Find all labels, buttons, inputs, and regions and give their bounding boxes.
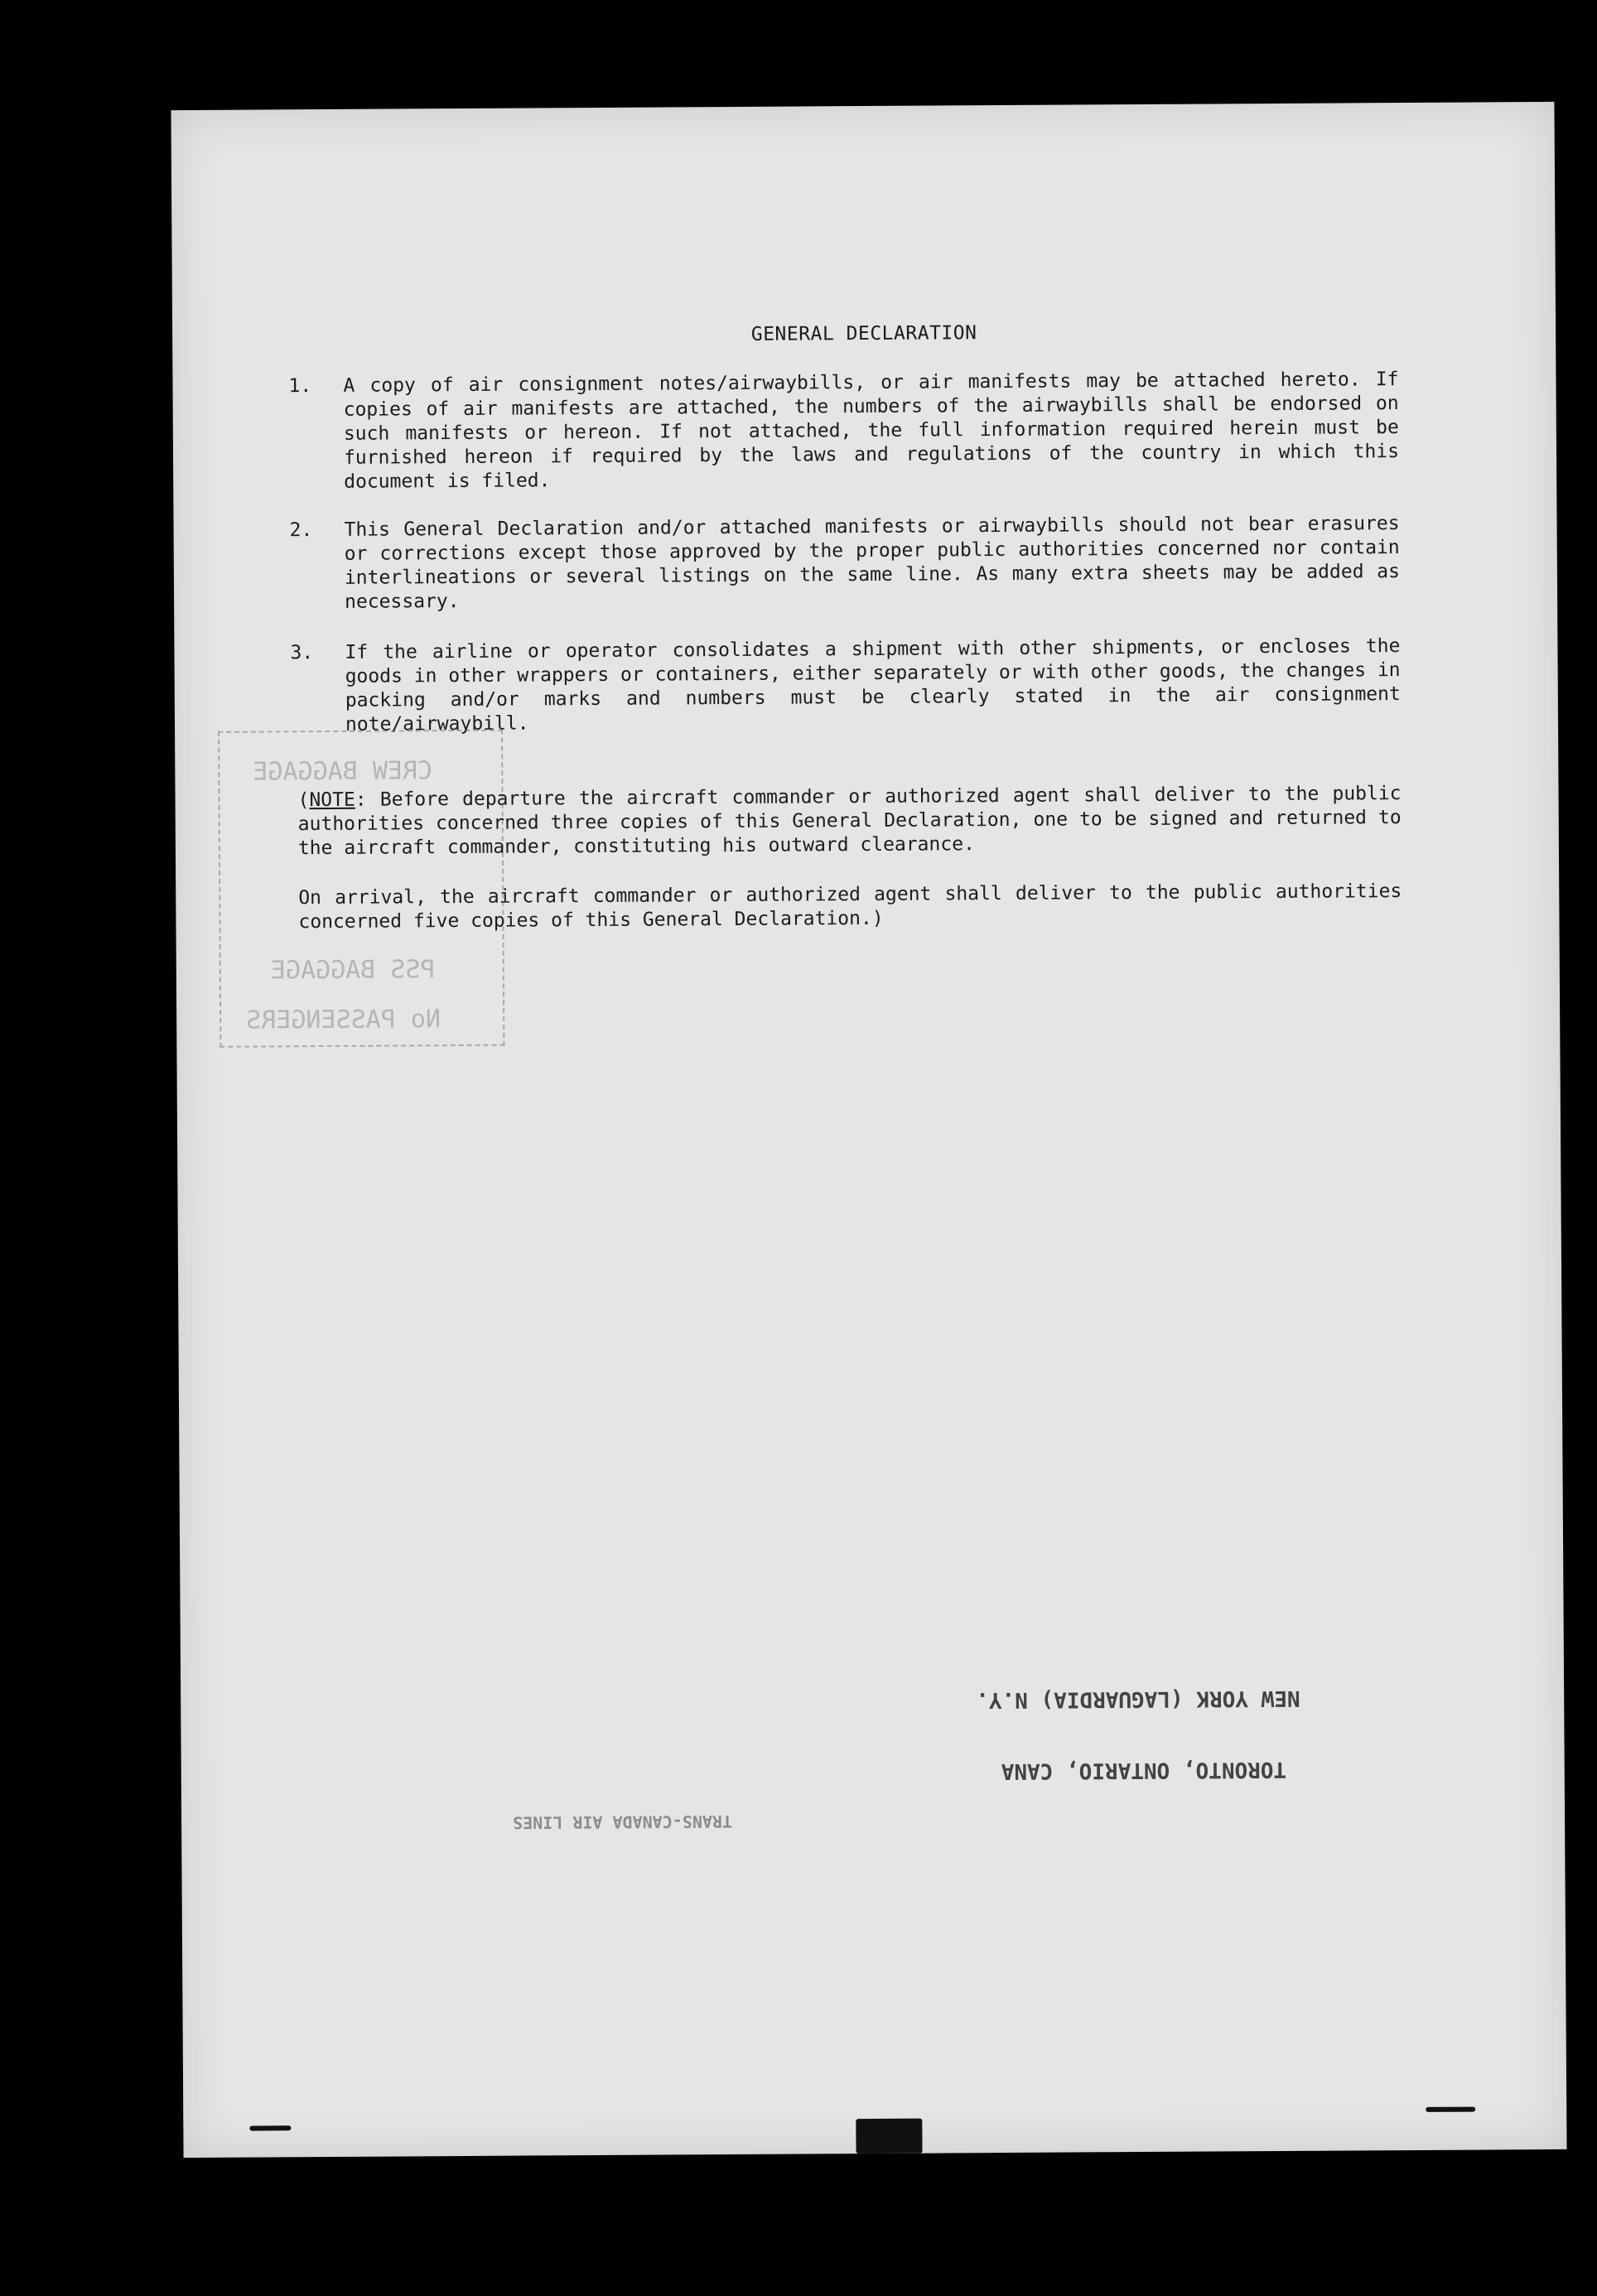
document-page xyxy=(171,102,1566,2158)
note-text: : Before departure the aircraft commander or authorized agent shall deliver to the public authorities concerned three copies of this General Declaration, one to be signed and returned to the aircraft commander, constituting his outward clearance. xyxy=(297,783,1402,860)
item-text: This General Declaration and/or attached manifests or airwaybills should not bear erasures or corrections except those approved by the proper public authorities concerned nor contain interlineations or several listings on the same line. As many extra sheets may be added as necessary. xyxy=(344,513,1400,613)
note-open-paren: ( xyxy=(297,789,310,812)
scan-artifact xyxy=(1426,2107,1475,2112)
bleed-through-line: NEW YORK (LAGUARDIA) N.Y. xyxy=(976,1685,1300,1713)
note-label: NOTE xyxy=(309,789,355,812)
bleed-through-line: TRANS-CANADA AIR LINES xyxy=(513,1811,733,1833)
declaration-item-1 xyxy=(288,368,1399,499)
item-number: 3. xyxy=(290,642,314,664)
item-number: 1. xyxy=(288,375,312,398)
item-text: If the airline or operator consolidates a shipment with other shipments, or encloses the goods in other wrappers or containers, either separately or with other goods, the changes in packing and/or marks and numbers must be clearly stated in the air consignment note/airwaybill. xyxy=(345,635,1401,736)
declaration-item-3 xyxy=(290,634,1401,740)
stamp-line: PSS BAGGAGE xyxy=(270,955,436,986)
declaration-item-2 xyxy=(289,512,1400,618)
scan-artifact xyxy=(249,2125,291,2130)
stamp-line: No PASSENGERS xyxy=(246,1005,441,1035)
stamp-line: CREW BAGGAGE xyxy=(253,756,433,787)
item-number: 2. xyxy=(289,519,313,542)
page-title: GENERAL DECLARATION xyxy=(750,322,977,345)
bleed-through-line: TORONTO, ONTARIO, CANA xyxy=(1001,1756,1287,1784)
item-text: A copy of air consignment notes/airwaybills, or air manifests may be attached hereto. If copies of air manifests are attached, the numbers of the airwaybills shall be endorsed on such manifests or hereon. If not attached, the full information required herein must be furnished hereon if required by the laws and regulations of the country in which this document is filed. xyxy=(343,369,1400,493)
arrival-note: On arrival, the aircraft commander or authorized agent shall deliver to the public authorities concerned five copies of this General Declaration.) xyxy=(298,880,1402,933)
stamp-remnant-box xyxy=(218,730,504,1048)
scan-artifact xyxy=(856,2119,922,2154)
